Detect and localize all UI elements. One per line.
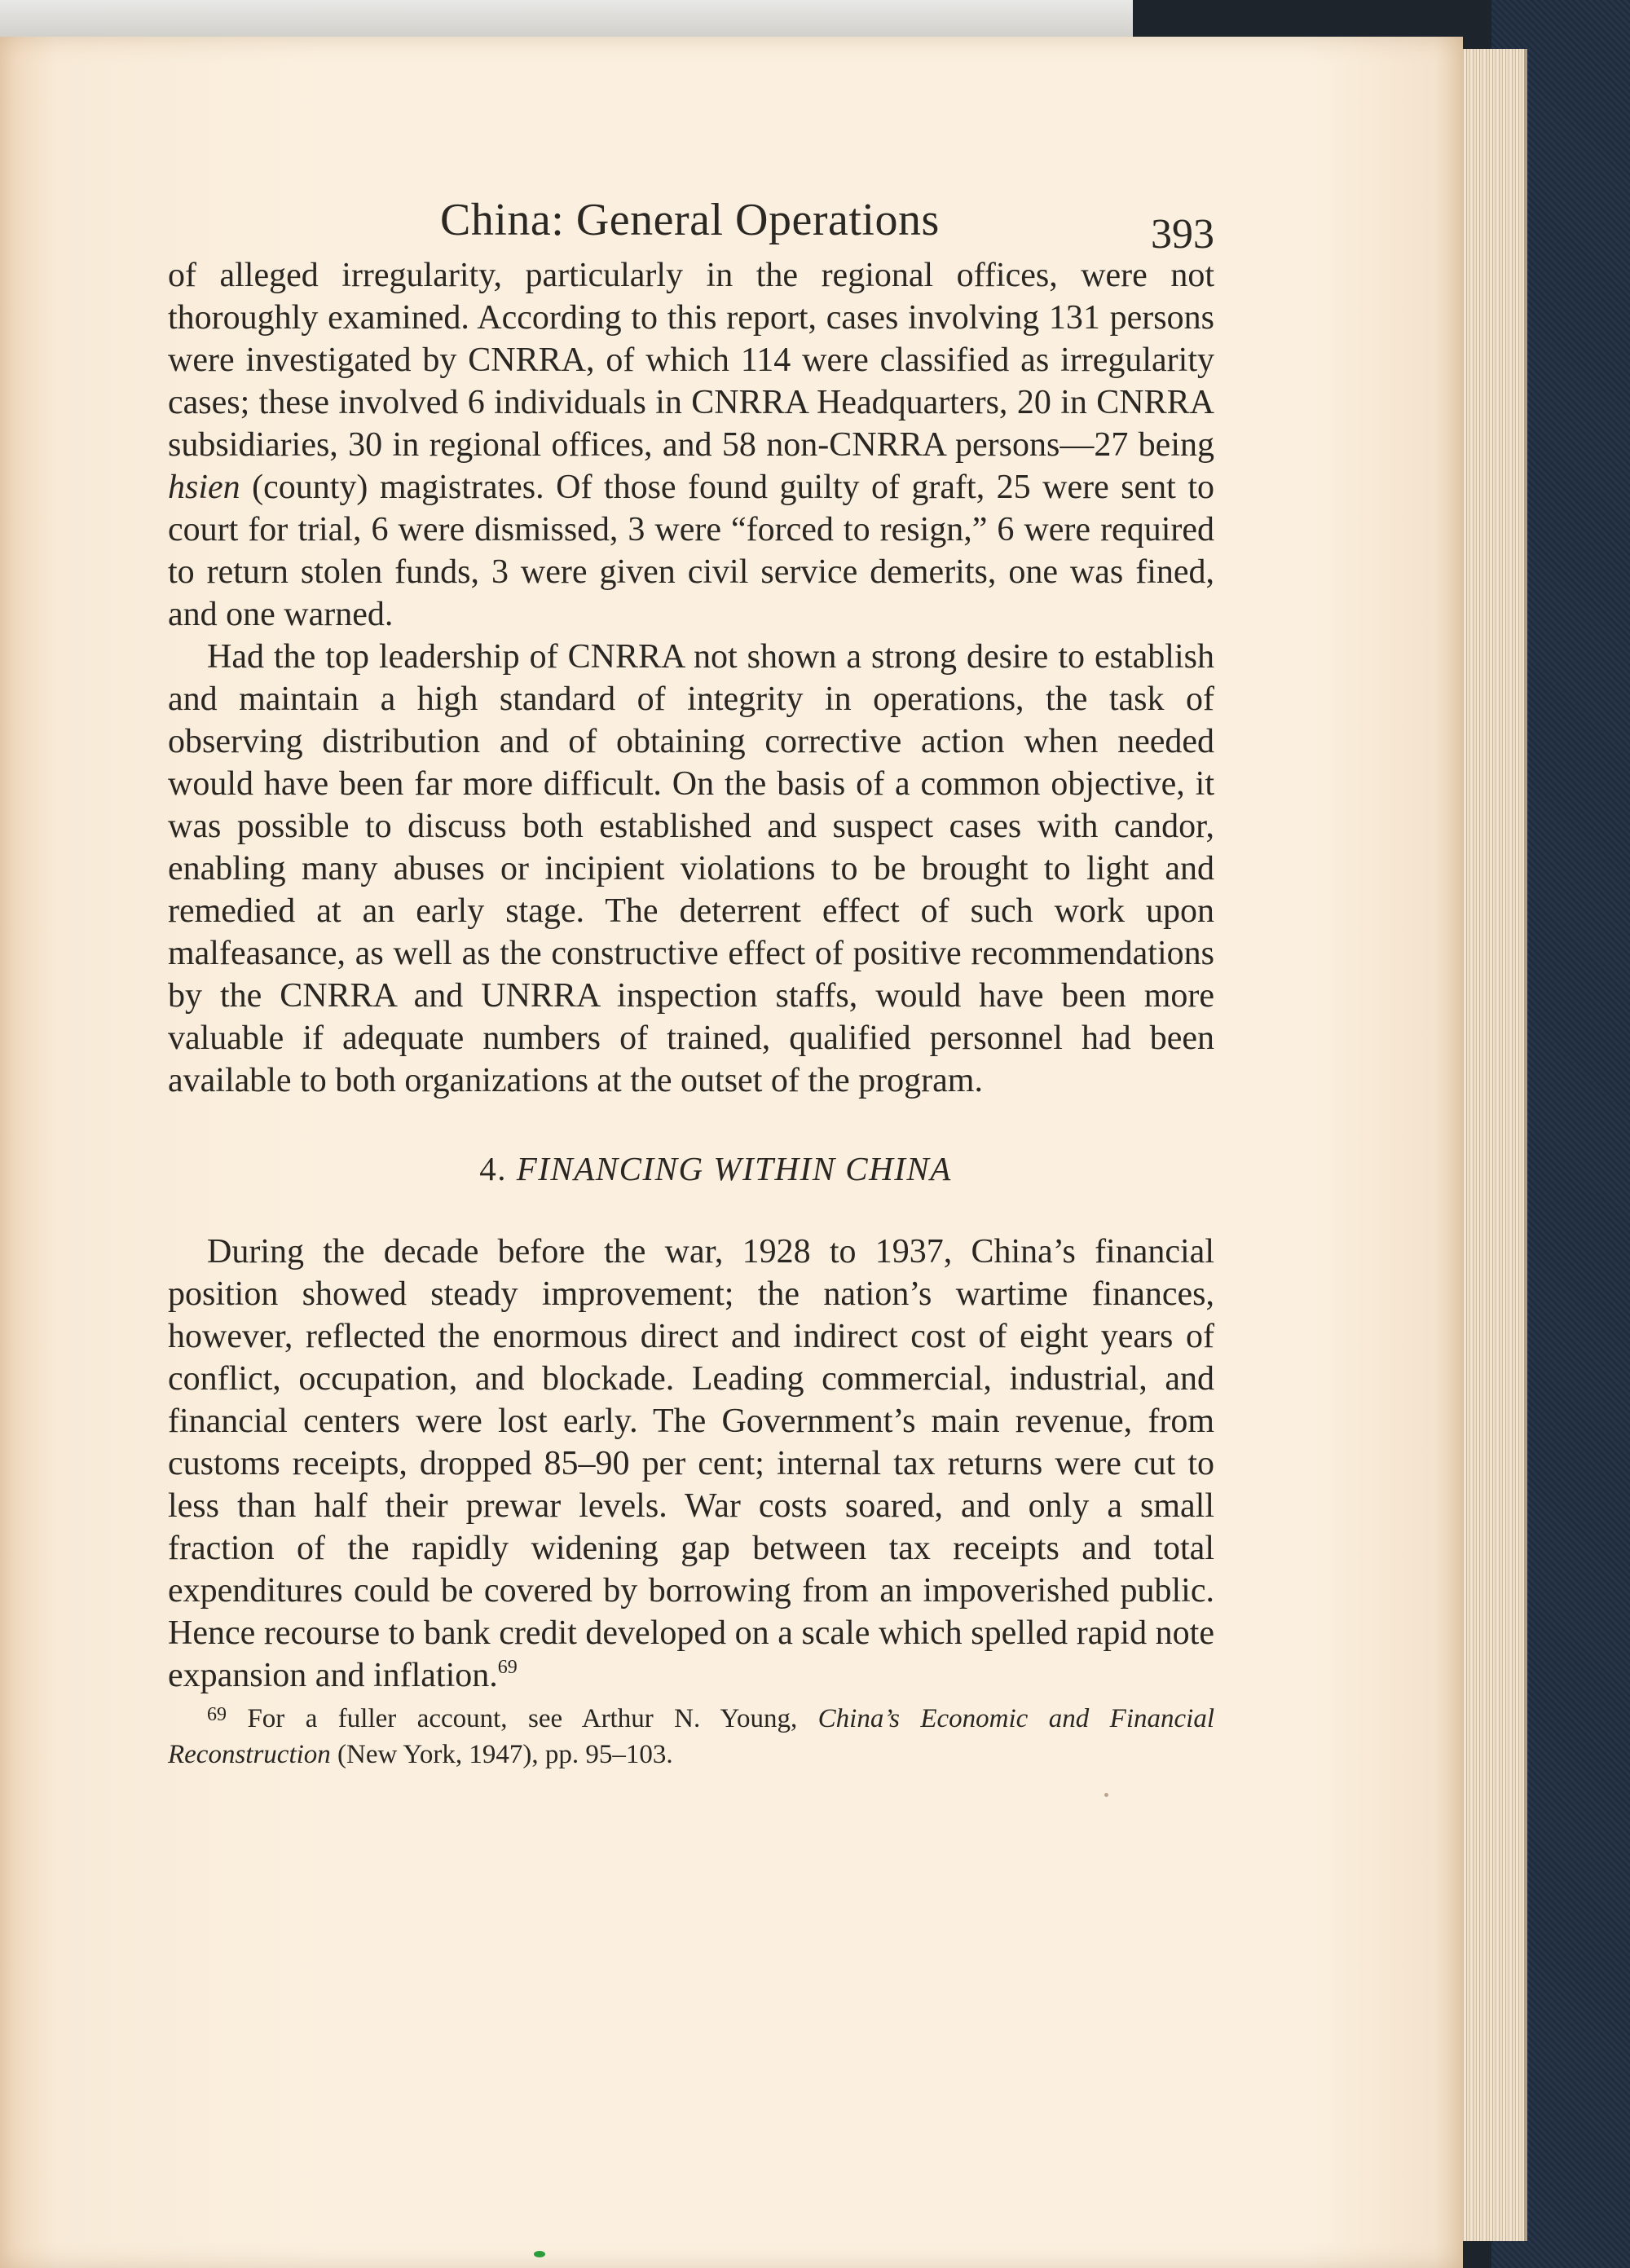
paragraph-1-text: of alleged irregularity, particularly in the regional offices, were not thoroughly examined. According to this report, cases involving 131 persons were investigated by CNRRA, of which 114 were classified as irregularity cases; these involved 6 individuals in CNRRA Headquarters, 20 in CNRRA subsidiaries, 30 in regional offices, and 58 non-CNRRA persons—27 being — [168, 257, 1214, 464]
running-head — [310, 194, 1214, 259]
paragraph-1-text-end: (county) magistrates. Of those found guilty of graft, 25 were sent to court for trial, 6 were dismissed, 3 were “forced to resign,” 6 were required to return stolen funds, 3 were given civil service demerits, one was fined, and one warned. — [168, 469, 1214, 633]
scan-background-top — [0, 0, 1133, 37]
paper-speck — [1104, 1793, 1108, 1797]
paragraph-3 — [168, 1231, 1214, 1697]
paragraph-3-text: During the decade before the war, 1928 to 1937, China’s financial position showed steady improvement; the nation’s wartime finances, however, reflected the enormous direct and indirect cost of eight years of conflict, occupation, and blockade. Leading commercial, industrial, and financial centers were lost early. The Government’s main revenue, from customs receipts, dropped 85–90 per cent; internal tax returns were cut to less than half their prewar levels. War costs soared, and only a small fraction of the rapidly widening gap between tax receipts and total expenditures could be covered by borrowing from an impoverished public. Hence recourse to bank credit developed on a scale which spelled rapid note expansion and inflation. — [168, 1233, 1214, 1694]
body-text — [168, 254, 1214, 1773]
green-speck — [534, 2251, 545, 2257]
footnote-reference: 69 — [497, 1657, 518, 1678]
paragraph-2: Had the top leadership of CNRRA not shown a strong desire to establish and maintain a high standard of integrity in operations, the task of observing distribution and of obtaining corrective action when needed would have been far more difficult. On the basis of a common objective, it was possible to discuss both established and suspect cases with candor, enabling many abuses or incipient violations to be brought to light and remedied at an early stage. The deterrent effect of such work upon malfeasance, as well as the constructive effect of positive recommendations by the CNRRA and UNRRA inspection staffs, would have been more valuable if adequate numbers of trained, qualified personnel had been available to both organizations at the outset of the program. — [168, 638, 1214, 1099]
footnote-text-start: For a fuller account, see Arthur N. Young, — [247, 1704, 818, 1733]
footnote-marker: 69 — [207, 1704, 227, 1725]
page-number: 393 — [1151, 211, 1214, 258]
footnote-book-title: China’s Economic and Financial Reconstruction — [168, 1704, 1214, 1769]
running-title: China: General Operations — [440, 195, 940, 245]
paragraph-1 — [168, 254, 1214, 636]
footnote-text-end: (New York, 1947), pp. 95–103. — [330, 1740, 673, 1769]
paragraph-1-italic-term: hsien — [168, 469, 240, 506]
section-heading — [168, 1147, 1214, 1190]
footnote — [168, 1697, 1214, 1773]
section-number: 4. — [479, 1150, 507, 1187]
section-title: FINANCING WITHIN CHINA — [516, 1150, 952, 1187]
